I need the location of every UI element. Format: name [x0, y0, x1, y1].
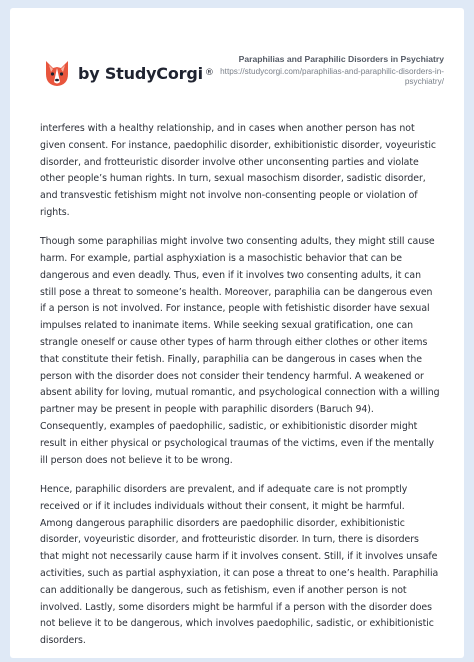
studycorgi-logo[interactable]: [42, 58, 214, 88]
paragraph: interferes with a healthy relationship, and in cases when another person has not given consent. For instance, paedophilic disorder, exhibitionistic disorder, voyeuristic disorder, and frotteuristic disorder involve other unconsenting parties and violate other people’s human rights. In turn, sexual masochism disorder, sadistic disorder, and transvestic fetishism might not involve non-consenting people or violation of rights.: [40, 123, 436, 218]
corgi-icon: [42, 58, 72, 88]
document-page: [10, 8, 464, 658]
document-meta: [214, 54, 444, 87]
logo-text: by StudyCorgi: [78, 63, 203, 83]
document-body: [40, 121, 440, 662]
document-url[interactable]: https://studycorgi.com/paraphilias-and-paraphilic-disorders-in-psychiatry/: [220, 67, 444, 86]
document-title: Paraphilias and Paraphilic Disorders in Psychiatry: [238, 54, 444, 64]
registered-mark: ®: [204, 68, 214, 78]
page-header: [10, 8, 464, 98]
paragraph: Though some paraphilias might involve two consenting adults, they might still cause harm. For example, partial asphyxiation is a masochistic behavior that can be dangerous and even deadly. Thus, even if it involves two consenting adults, it can still pose a threat to someone’s health. Moreover, paraphilia can be dangerous even if a person is not involved. For instance, people with fetishistic disorder have sexual impulses related to inanimate items. While seeking sexual gratification, one can strangle oneself or cause other types of harm through either clothes or other items that constitute their fetish. Finally, paraphilia can be dangerous in cases when the person with the disorder does not consider their tendency harmful. A weakened or absent ability for loving, mutual romantic, and psychological connection with a willing partner may be present in people with paraphilic disorders (Baruch 94). Consequently, examples of paedophilic, sadistic, or exhibitionistic disorder might result in either physical or psychological traumas of the victims, even if the mentally ill person does not believe it to be wrong.: [40, 236, 440, 466]
paragraph: Hence, paraphilic disorders are prevalent, and if adequate care is not promptly received or if it includes individuals without their consent, it might be harmful. Among dangerous paraphilic disorders are paedophilic disorder, exhibitionistic disorder, voyeuristic disorder, and frotteuristic disorder. In turn, there is disorders that might not necessarily cause harm if it involves consent. Still, if it involves unsafe activities, such as partial asphyxiation, it can pose a threat to one’s health. Paraphilia can additionally be dangerous, such as fetishism, even if another person is not involved. Lastly, some disorders might be harmful if a person with the disorder does not believe it to be dangerous, which involves paedophilic, sadistic, or exhibitionistic disorders.: [40, 483, 439, 647]
